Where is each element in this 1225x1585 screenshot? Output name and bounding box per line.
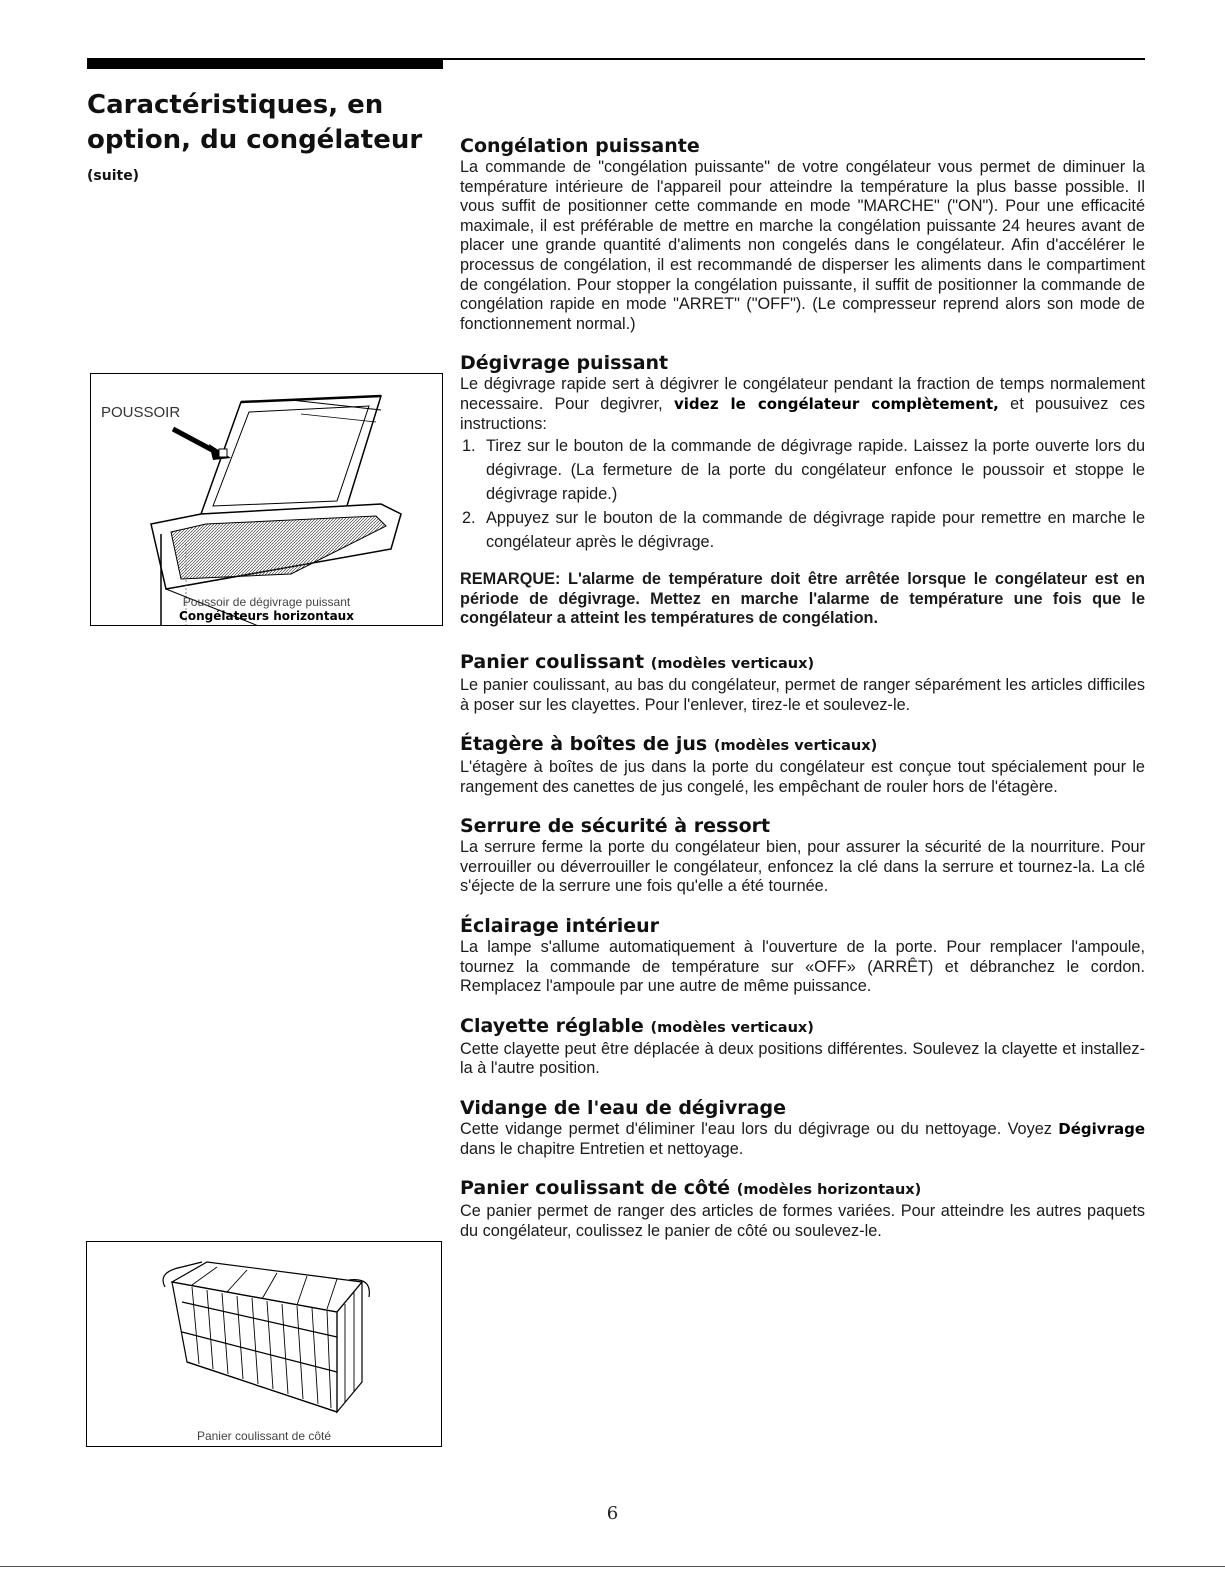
page-title: Caractéristiques, en option, du congélateur bbox=[87, 90, 423, 155]
basket-figure bbox=[86, 1241, 442, 1447]
section-heading: Éclairage intérieur bbox=[460, 915, 660, 938]
section-heading: Serrure de sécurité à ressort bbox=[460, 815, 771, 838]
basket-caption: Panier coulissant de côté bbox=[196, 1429, 332, 1443]
text-before: Cette vidange permet d'éliminer l'eau lors du dégivrage ou du nettoyage. Voyez bbox=[460, 1120, 1052, 1139]
section-heading: Dégivrage puissant bbox=[460, 352, 669, 375]
heading-note: (modèles verticaux) bbox=[713, 738, 878, 755]
text-after: et pousuivez ces instructions: bbox=[460, 394, 1145, 433]
step-number: 1. bbox=[462, 437, 476, 456]
freezer-caption: Poussoir de dégivrage puissant bbox=[182, 595, 351, 609]
defrost-steps bbox=[460, 434, 1145, 554]
text-before: Le dégivrage rapide sert à dégivrer le congélateur pendant la fraction de temps normalement necessaire. Pour degivrer, bbox=[460, 375, 1145, 413]
section-text: Ce panier permet de ranger des articles de formes variées. Pour atteindre les autres paquets du congélateur, coulissez le panier de côté ou soulevez-le. bbox=[460, 1202, 1145, 1240]
section-heading bbox=[460, 1015, 1145, 1040]
section-adjustable-shelf bbox=[460, 1015, 1145, 1079]
heading-text: Panier coulissant bbox=[460, 650, 645, 673]
section-security-lock bbox=[460, 815, 1145, 897]
main-content bbox=[460, 135, 1145, 1259]
section-power-freeze bbox=[460, 135, 1145, 334]
page-number: 6 bbox=[606, 1503, 619, 1524]
step-text: Appuyez sur le bouton de la commande de dégivrage rapide pour remettre en marche le congélateur après le dégivrage. bbox=[486, 509, 1145, 552]
section-text bbox=[460, 1120, 1145, 1159]
text-bold: videz le congélateur complètement, bbox=[673, 394, 999, 413]
section-text: La lampe s'allume automatiquement à l'ouverture de la porte. Pour remplacer l'ampoule, tournez la commande de température sur «OFF» (ARRÊT) et débranchez le cordon. Remplacez l'ampoule par une autre de même puissance. bbox=[460, 938, 1145, 996]
freezer-caption-type: Congélateurs horizontaux bbox=[179, 609, 354, 623]
section-sliding-basket bbox=[460, 651, 1145, 715]
text-after: dans le chapitre Entretien et nettoyage. bbox=[460, 1139, 744, 1158]
section-juice-shelf bbox=[460, 733, 1145, 797]
section-power-defrost bbox=[460, 352, 1145, 629]
heading-note: (modèles horizontaux) bbox=[736, 1182, 922, 1199]
pusher-label: POUSSOIR bbox=[101, 404, 181, 421]
header-rule-thick bbox=[87, 58, 443, 69]
step-text: Tirez sur le bouton de la commande de dégivrage rapide. Laissez la porte ouverte lors du dégivrage. (La fermeture de la porte du congélateur enfonce le poussoir et stoppe le dégivrage rapide.) bbox=[486, 437, 1145, 504]
remark-note: REMARQUE: L'alarme de température doit être arrêtée lorsque le congélateur est en période de dégivrage. Mettez en marche l'alarme de température une fois que le congélateur a atteint les températures de congélation. bbox=[460, 570, 1145, 628]
section-heading: Congélation puissante bbox=[460, 135, 700, 157]
section-heading bbox=[460, 733, 1145, 758]
section-side-basket bbox=[460, 1177, 1145, 1241]
section-text bbox=[460, 375, 1145, 434]
section-text: Cette clayette peut être déplacée à deux positions différentes. Soulevez la clayette et installez-la à l'autre position. bbox=[460, 1039, 1145, 1078]
text-bold: Dégivrage bbox=[1058, 1120, 1145, 1139]
heading-note: (modèles verticaux) bbox=[650, 1019, 814, 1036]
section-text: Le panier coulissant, au bas du congélateur, permet de ranger séparément les articles difficiles à poser sur les clayettes. Pour l'enlever, tirez-le et soulevez-le. bbox=[460, 675, 1145, 714]
step-number: 2. bbox=[462, 509, 476, 528]
heading-text: Panier coulissant de côté bbox=[460, 1177, 731, 1200]
heading-note: (modèles verticaux) bbox=[650, 655, 815, 672]
page-subtitle: (suite) bbox=[87, 168, 140, 184]
section-text: L'étagère à boîtes de jus dans la porte du congélateur est conçue tout spécialement pour le rangement des canettes de jus congelé, les empêchant de rouler hors de l'étagère. bbox=[460, 758, 1145, 796]
header-rule-thin bbox=[443, 58, 1145, 60]
heading-text: Clayette réglable bbox=[460, 1014, 644, 1037]
bottom-rule bbox=[0, 1566, 1225, 1567]
section-heading bbox=[460, 1177, 1145, 1202]
list-item bbox=[460, 506, 1145, 554]
section-heading bbox=[460, 651, 1145, 676]
section-text: La serrure ferme la porte du congélateur bien, pour assurer la sécurité de la nourriture. Pour verrouiller ou déverrouiller le congélateur, enfoncez la clé dans la serrure et tournez-la. La clé s'éjecte de la serrure une fois qu'elle a été tournée. bbox=[460, 838, 1145, 896]
section-defrost-drain bbox=[460, 1097, 1145, 1159]
freezer-figure bbox=[90, 373, 443, 626]
section-text: La commande de "congélation puissante" de votre congélateur vous permet de diminuer la température intérieure de l'appareil pour atteindre la température la plus basse possible. Il vous suffit de positionner cette commande en mode "MARCHE" ("ON"). Pour une efficacité maximale, il est préférable de mettre en marche la congélation puissante 24 heures avant de placer une grande quantité d'aliments non congelés dans le congélateur. Afin d'accélérer le processus de congélation, il est recommandé de disperser les aliments dans le compartiment de congélation. Pour stopper la congélation puissante, il suffit de positionner la commande de congélation rapide en mode "ARRET" ("OFF"). (Le compresseur reprend alors son mode de fonctionnement normal.) bbox=[460, 158, 1145, 333]
heading-text: Étagère à boîtes de jus bbox=[460, 733, 708, 756]
section-heading: Vidange de l'eau de dégivrage bbox=[460, 1097, 786, 1120]
section-interior-light bbox=[460, 915, 1145, 997]
wire-basket-illustration bbox=[87, 1242, 442, 1447]
list-item bbox=[460, 434, 1145, 506]
